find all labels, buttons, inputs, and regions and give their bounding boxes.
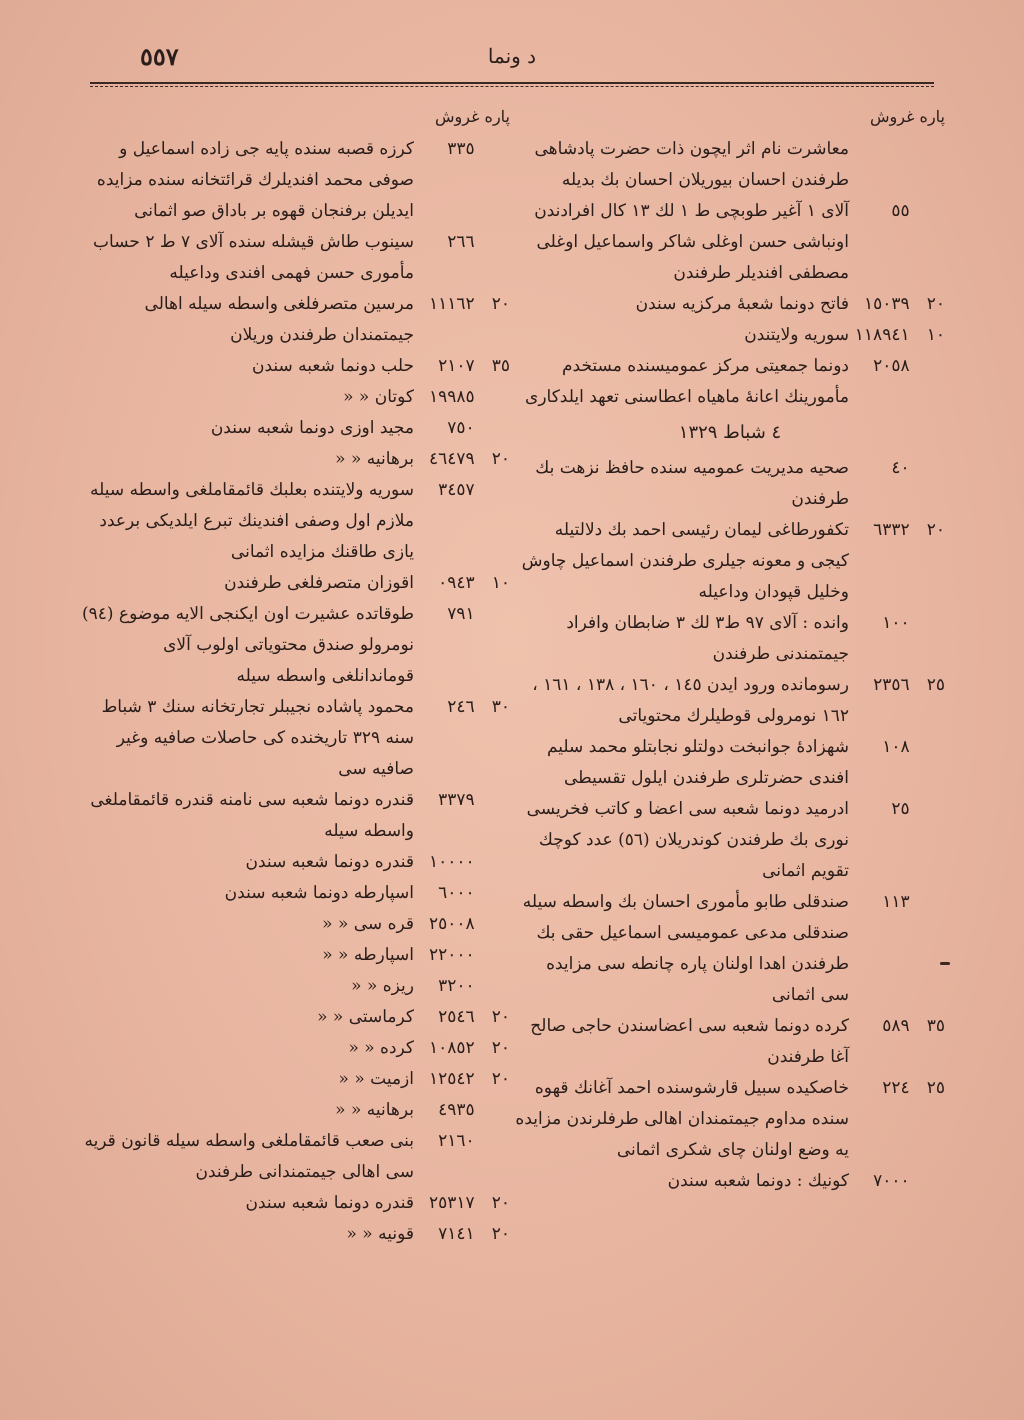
ledger-entry xyxy=(80,1126,510,1188)
entry-description: آلای ١ آغیر طوبچی ط ١ لك ١٣ کال افرادندن اونباشی حسن اوغلی شاکر واسماعیل اوغلی مصطفی افندیلر طرفندن xyxy=(534,201,849,283)
kurus-amount: ٢٠٥٨ xyxy=(873,356,910,376)
amount xyxy=(414,475,510,506)
amount xyxy=(414,1033,510,1064)
entry-description: شهزادهٔ جوانبخت دولتلو نجابتلو محمد سلیم افندی حضرتلری طرفندن ایلول تقسیطی xyxy=(546,737,849,788)
entry-description: تکفورطاغی لیمان رئیسی احمد بك دلالتیله کیجی و معونه جیلری طرفندن اسماعیل چاوش وخلیل قپودان وداعیله xyxy=(521,520,849,602)
ledger-entry xyxy=(515,453,945,515)
kurus-amount: ٧٩١ xyxy=(447,604,475,624)
ledger-entry xyxy=(515,608,945,670)
entry-description: رسومانده ورود ایدن ١٤٥ ، ١٦٠ ، ١٣٨ ، ١٦١ ، ١٦٢ نومرولی قوطیلرك محتویاتی xyxy=(532,675,849,726)
amount xyxy=(414,382,510,413)
ledger-entry xyxy=(80,847,510,878)
kurus-amount: ١١١٦٢ xyxy=(428,294,475,314)
kurus-amount: ٤٩٣٥ xyxy=(438,1100,475,1120)
ink-mark xyxy=(940,962,950,965)
amount xyxy=(849,1011,945,1042)
entry-description: بنی صعب قائمقاملغی واسطه سیله قانون قریه سی اهالی جیمتمندانی طرفندن xyxy=(84,1131,414,1182)
entry-description: برهانیه « « xyxy=(335,449,414,469)
ledger-entry xyxy=(80,227,510,289)
entry-description: محمود پاشاده نجیبلر تجارتخانه سنك ٣ شباط سنه ٣٢٩ تاریخنده کی حاصلات صافیه وغیر صافیه سی xyxy=(101,697,414,779)
para-amount: ٢٠ xyxy=(491,1007,510,1027)
kurus-amount: ٢٦٦ xyxy=(447,232,475,252)
entry-description: مجید اوزی دونما شعبه سندن xyxy=(210,418,414,438)
ledger-entry xyxy=(80,351,510,382)
kurus-amount: ١١٨٩٤١ xyxy=(854,325,910,345)
para-amount: ٢٠ xyxy=(926,520,945,540)
kurus-amount: ٧١٤١ xyxy=(438,1224,475,1244)
entry-description: قره سی « « xyxy=(322,914,414,934)
entry-description: اسپارطه « « xyxy=(322,945,414,965)
kurus-amount: ٧٥٠ xyxy=(447,418,475,438)
para-amount: ٣٥ xyxy=(491,356,510,376)
kurus-amount: ١٢٥٤٢ xyxy=(428,1069,475,1089)
entry-description: کرده دونما شعبه سی اعضاسندن حاجی صالح آغا طرفندن xyxy=(530,1016,849,1067)
kurus-amount: ٢٥٣١٧ xyxy=(428,1193,475,1213)
ledger-entry xyxy=(515,794,945,887)
ledger-entry xyxy=(80,971,510,1002)
amount xyxy=(414,444,510,475)
column-heading: پاره غروش xyxy=(870,107,945,126)
amount xyxy=(414,413,510,444)
page-number: ٥٥٧ xyxy=(140,42,179,71)
entry-description: حلب دونما شعبه سندن xyxy=(251,356,414,376)
ledger-entry xyxy=(80,1188,510,1219)
para-amount: ١٠ xyxy=(926,325,945,345)
amount xyxy=(849,794,945,825)
para-amount: ٢٥ xyxy=(926,675,945,695)
amount xyxy=(414,1095,510,1126)
entry-description: خاصکیده سبیل قارشوسنده احمد آغانك قهوه سنده مداوم جیمتمندان اهالی طرفلرندن مزایده یه وضع اولنان چای شکری اثمانی xyxy=(515,1078,849,1160)
ledger-entry xyxy=(515,196,945,289)
ledger-entry xyxy=(80,475,510,568)
entry-description: قونیه « « xyxy=(346,1224,414,1244)
amount xyxy=(414,1219,510,1250)
entry-description: قندره دونما شعبه سندن xyxy=(245,852,414,872)
entry-description: وانده : آلای ٩٧ ط٣ لك ٣ ضابطان وافراد جیمتمندنی طرفندن xyxy=(566,613,849,664)
ledger-entry xyxy=(80,785,510,847)
para-amount: ٢٠ xyxy=(491,1069,510,1089)
header-rule-decorative xyxy=(90,86,934,87)
ledger-entry xyxy=(80,1002,510,1033)
ledger-entry xyxy=(80,909,510,940)
kurus-amount: ٢٥٠٠٨ xyxy=(428,914,475,934)
kurus-amount: ١٩٩٨٥ xyxy=(428,387,475,407)
entry-description: قندره دونما شعبه سی نامنه قندره قائمقاملغی واسطه سیله xyxy=(90,790,414,841)
entry-description: کرزه قصبه سنده پایه جی زاده اسماعیل و صوفی محمد افندیلرك قرائتخانه سنده مزایده ایدیلن برفنجان قهوه بر باداق صو اثمانی xyxy=(96,139,414,221)
entry-description: قندره دونما شعبه سندن xyxy=(245,1193,414,1213)
amount xyxy=(849,196,945,227)
ledger-entry xyxy=(515,670,945,732)
entry-description: صندقلی طابو مأموری احسان بك واسطه سیله صندقلی مدعی عمومیسی اسماعیل حقی بك طرفندن اهدا اولنان پاره چانطه سی مزایده سی اثمانی xyxy=(522,892,849,1005)
ledger-entry xyxy=(80,1219,510,1250)
ledger-entry xyxy=(80,878,510,909)
entry-description: برهانیه « « xyxy=(335,1100,414,1120)
entry-description: دونما جمعیتی مرکز عمومیسنده مستخدم مأمورینك اعانهٔ ماهیاه اعطاسنی تعهد ایلدکاری xyxy=(525,356,849,407)
amount xyxy=(414,909,510,940)
ledger-entry xyxy=(80,444,510,475)
ledger-entry xyxy=(80,1095,510,1126)
para-amount: ٣٥ xyxy=(926,1016,945,1036)
column-heading: پاره غروش xyxy=(435,107,510,126)
entry-description: کرده « « xyxy=(348,1038,414,1058)
amount xyxy=(414,1188,510,1219)
ledger-entry xyxy=(80,1064,510,1095)
ledger-entry xyxy=(80,599,510,692)
amount xyxy=(414,134,510,165)
para-amount: ٢٠ xyxy=(491,1224,510,1244)
amount xyxy=(849,1073,945,1104)
ledger-entry xyxy=(80,940,510,971)
amount xyxy=(414,1002,510,1033)
date-heading: ٤ شباط ١٣٢٩ xyxy=(678,422,782,443)
kurus-amount: ٤٦٤٧٩ xyxy=(428,449,475,469)
para-amount: ٢٥ xyxy=(926,1078,945,1098)
amount xyxy=(849,351,945,382)
amount xyxy=(849,320,945,351)
para-amount: ٢٠ xyxy=(491,1193,510,1213)
header-rule xyxy=(90,82,934,84)
kurus-amount: ٥٨٩ xyxy=(882,1016,910,1036)
kurus-amount: ٢٢٠٠٠ xyxy=(428,945,475,965)
kurus-amount: ٢٢٤ xyxy=(882,1078,910,1098)
entry-description: معاشرت نام اثر ایچون ذات حضرت پادشاهی طرفندن احسان بیوریلان احسان بك بدیله xyxy=(534,139,849,190)
ledger-entry xyxy=(80,289,510,351)
para-amount: ٢٠ xyxy=(491,294,510,314)
ledger-entry xyxy=(515,732,945,794)
ledger-entry xyxy=(80,413,510,444)
kurus-amount: ٤٠ xyxy=(891,458,910,478)
ledger-entry xyxy=(515,320,945,351)
kurus-amount: ٢٤٦ xyxy=(447,697,475,717)
ledger-entry xyxy=(515,289,945,320)
amount xyxy=(414,351,510,382)
entry-description: ریزه « « xyxy=(351,976,414,996)
entry-description: فاتح دونما شعبهٔ مرکزیه سندن xyxy=(635,294,849,314)
ledger-entry xyxy=(80,134,510,227)
amount xyxy=(414,568,510,599)
right-column xyxy=(515,100,945,1197)
page-header xyxy=(100,40,924,80)
amount xyxy=(849,670,945,701)
amount xyxy=(414,692,510,723)
kurus-amount: ٦٠٠٠ xyxy=(438,883,475,903)
ledger-entry xyxy=(515,515,945,608)
ledger-entry xyxy=(515,134,945,196)
para-amount: ٣٠ xyxy=(491,697,510,717)
kurus-amount: ٧٠٠٠ xyxy=(873,1171,910,1191)
amount xyxy=(849,608,945,639)
amount xyxy=(849,887,945,918)
kurus-amount: ٣٣٥ xyxy=(447,139,475,159)
entry-description: ازمیت « « xyxy=(338,1069,414,1089)
kurus-amount: ٠٩٤٣ xyxy=(438,573,475,593)
para-amount: ١٠ xyxy=(491,573,510,593)
amount xyxy=(849,289,945,320)
ledger-entry xyxy=(515,1011,945,1073)
ledger-entry xyxy=(515,351,945,413)
amount xyxy=(414,599,510,630)
amount xyxy=(414,971,510,1002)
entry-description: مرسین متصرفلغی واسطه سیله اهالی جیمتمندان طرفندن وریلان xyxy=(144,294,414,345)
amount xyxy=(849,453,945,484)
kurus-amount: ٢٥ xyxy=(891,799,910,819)
amount xyxy=(414,785,510,816)
entry-description: کرماستی « « xyxy=(317,1007,414,1027)
ledger-entry xyxy=(515,1073,945,1166)
amount xyxy=(414,289,510,320)
kurus-amount: ١٥٠٣٩ xyxy=(863,294,910,314)
entry-description: کوتان « « xyxy=(343,387,414,407)
ledger-entry xyxy=(80,568,510,599)
kurus-amount: ٢١٦٠ xyxy=(438,1131,475,1151)
para-amount: ٢٠ xyxy=(926,294,945,314)
entry-description: سینوب طاش قیشله سنده آلای ٧ ط ٢ حساب مأموری حسن فهمی افندی وداعیله xyxy=(93,232,414,283)
kurus-amount: ١٠٠ xyxy=(882,613,910,633)
amount xyxy=(414,1126,510,1157)
kurus-amount: ١٠٠٠٠ xyxy=(428,852,475,872)
amount xyxy=(849,515,945,546)
kurus-amount: ٣٤٥٧ xyxy=(438,480,475,500)
entry-description: اسپارطه دونما شعبه سندن xyxy=(224,883,414,903)
kurus-amount: ٣٣٧٩ xyxy=(438,790,475,810)
entry-description: سوریه ولایتنده بعلبك قائمقاملغی واسطه سیله ملازم اول وصفی افندینك تبرع ایلدیکی برعدد یازی طاقنك مزایده اثمانی xyxy=(90,480,414,562)
entry-description: سوریه ولایتندن xyxy=(744,325,849,345)
kurus-amount: ٢١٠٧ xyxy=(438,356,475,376)
para-amount: ٢٠ xyxy=(491,449,510,469)
kurus-amount: ٢٥٤٦ xyxy=(438,1007,475,1027)
amount xyxy=(414,227,510,258)
amount xyxy=(849,1166,945,1197)
kurus-amount: ٢٣٥٦ xyxy=(873,675,910,695)
amount xyxy=(414,940,510,971)
left-column xyxy=(80,100,510,1250)
kurus-amount: ١٠٨٥٢ xyxy=(428,1038,475,1058)
kurus-amount: ٣٢٠٠ xyxy=(438,976,475,996)
entry-description: صحیه مدیریت عمومیه سنده حافظ نزهت بك طرفندن xyxy=(535,458,849,509)
para-amount: ٢٠ xyxy=(491,1038,510,1058)
amount xyxy=(414,878,510,909)
amount xyxy=(414,847,510,878)
ledger-entry xyxy=(80,1033,510,1064)
kurus-amount: ٥٥ xyxy=(891,201,910,221)
entry-description: طوقاتده عشیرت اون ایکنجی الایه موضوع (٩٤) نومرولو صندق محتویاتی اولوب آلای قوماندانلغی واسطه سیله xyxy=(81,604,414,686)
amount xyxy=(849,732,945,763)
entry-description: اقوزان متصرفلغی طرفندن xyxy=(224,573,414,593)
entry-description: کونیك : دونما شعبه سندن xyxy=(667,1171,849,1191)
amount xyxy=(414,1064,510,1095)
kurus-amount: ١١٣ xyxy=(882,892,910,912)
amount xyxy=(849,134,945,165)
running-title: د ونما xyxy=(487,44,537,68)
ledger-entry xyxy=(80,382,510,413)
entry-description: ادرمید دونما شعبه سی اعضا و کاتب فخریسی نوری بك طرفندن کوندریلان (٥٦) عدد کوچك تقویم اثمانی xyxy=(526,799,849,881)
kurus-amount: ٦٣٣٢ xyxy=(873,520,910,540)
ledger-entry xyxy=(515,1166,945,1197)
ledger-entry xyxy=(515,887,945,1011)
ledger-entry xyxy=(80,692,510,785)
kurus-amount: ١٠٨ xyxy=(882,737,910,757)
